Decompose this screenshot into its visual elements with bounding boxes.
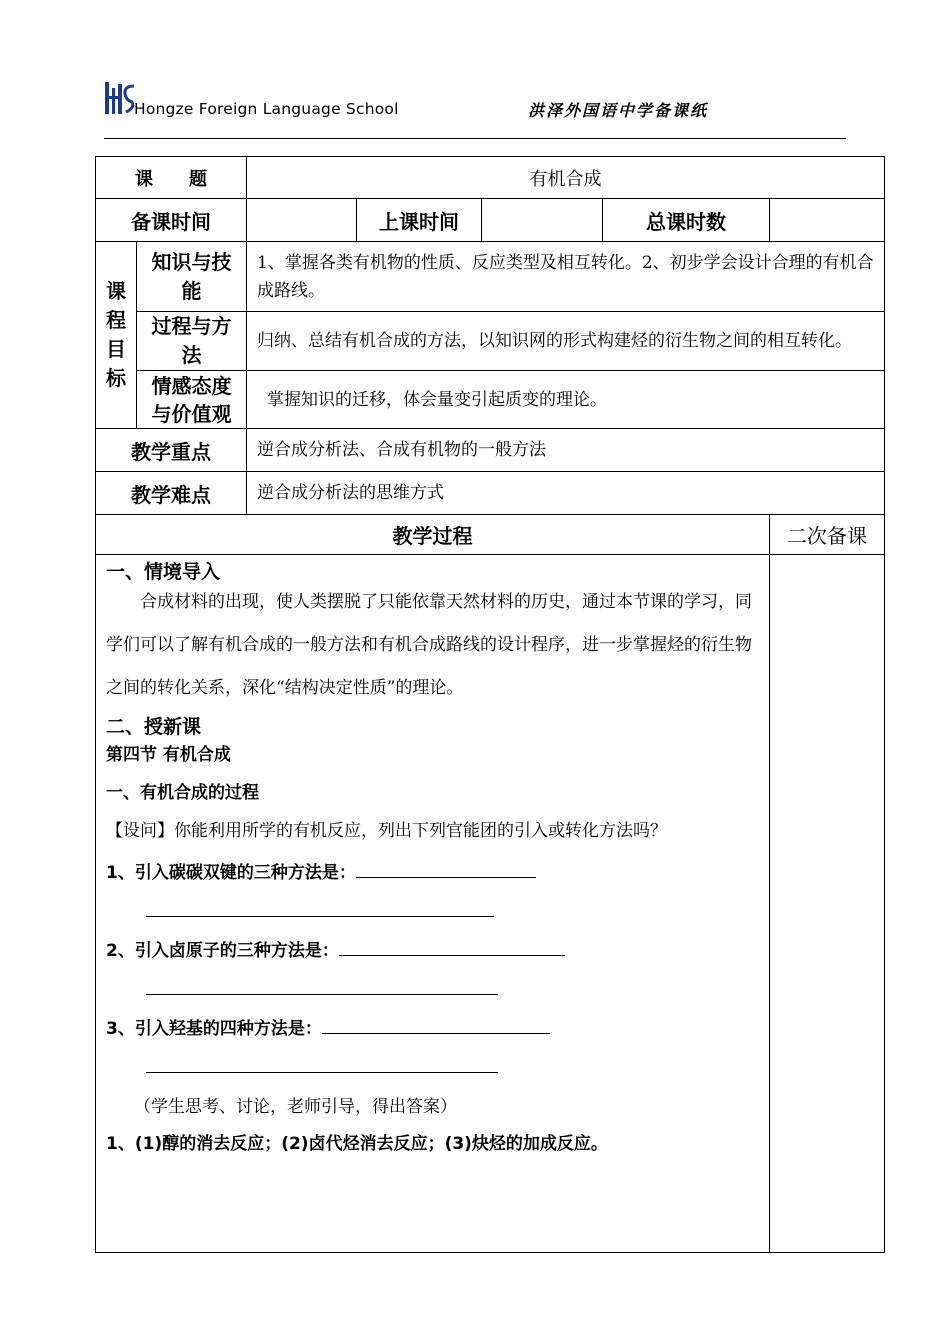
goal-process-text: 归纳、总结有机合成的方法，以知识网的形式构建烃的衍生物之间的相互转化。 — [247, 312, 885, 371]
question-1-line2 — [106, 893, 759, 931]
question-1-text: 1、引入碳碳双键的三种方法是： — [106, 863, 356, 883]
total-hours-value[interactable] — [770, 199, 885, 242]
school-name-english: Hongze Foreign Language School — [134, 100, 399, 118]
goal-knowledge-label: 知识与技能 — [137, 242, 247, 312]
key-points-label: 教学重点 — [96, 429, 247, 472]
school-logo-icon — [104, 80, 136, 116]
teaching-process-header: 教学过程 — [96, 515, 770, 555]
second-prep-content[interactable] — [770, 555, 885, 1253]
class-time-value[interactable] — [482, 199, 603, 242]
intro-paragraph: 合成材料的出现，使人类摆脱了只能依靠天然材料的历史，通过本节课的学习，同学们可以了解有机合成的一般方法和有机合成路线的设计程序，进一步掌握烃的衍生物之间的转化关系，深化“结构决定性质”的理论。 — [106, 592, 752, 698]
topic-label: 课 题 — [96, 157, 247, 199]
lesson-plan-table — [95, 156, 885, 1253]
answer-blank[interactable] — [356, 859, 536, 878]
subsection-title: 一、有机合成的过程 — [106, 783, 259, 803]
school-name-chinese: 洪泽外国语中学备课纸 — [528, 101, 709, 120]
header-divider — [104, 138, 846, 139]
question-3-text: 3、引入羟基的四种方法是： — [106, 1019, 322, 1039]
question-1 — [106, 853, 759, 893]
question-2 — [106, 931, 759, 971]
answer-blank[interactable] — [322, 1015, 550, 1034]
goal-knowledge-text: 1、掌握各类有机物的性质、反应类型及相互转化。2、初步学会设计合理的有机合成路线。 — [247, 242, 885, 312]
lesson-title: 第四节 有机合成 — [106, 745, 231, 765]
goal-attitude-text: 掌握知识的迁移，体会量变引起质变的理论。 — [247, 371, 885, 429]
key-points-text: 逆合成分析法、合成有机物的一般方法 — [247, 429, 885, 472]
total-hours-label: 总课时数 — [603, 199, 770, 242]
class-time-label: 上课时间 — [357, 199, 482, 242]
question-2-text: 2、引入卤原子的三种方法是： — [106, 941, 339, 961]
answer-blank[interactable] — [146, 898, 494, 917]
prep-time-value[interactable] — [247, 199, 357, 242]
goal-attitude-label: 情感态度与价值观 — [137, 371, 247, 429]
page-header — [104, 76, 846, 142]
answer-blank[interactable] — [339, 937, 565, 956]
question-3-line2 — [106, 1049, 759, 1087]
course-goals-text: 课程目标 — [106, 279, 126, 390]
question-3 — [106, 1009, 759, 1049]
course-goals-label — [96, 242, 137, 429]
question-paragraph: 【设问】你能利用所学的有机反应，列出下列官能团的引入或转化方法吗？ — [106, 821, 667, 841]
difficult-points-label: 教学难点 — [96, 472, 247, 515]
prep-time-label: 备课时间 — [96, 199, 247, 242]
topic-value: 有机合成 — [247, 157, 885, 199]
section-new-lesson-title: 二、授新课 — [106, 716, 202, 738]
answer-1: 1、(1)醇的消去反应；(2)卤代烃消去反应；(3)炔烃的加成反应。 — [106, 1134, 608, 1154]
answer-blank[interactable] — [146, 1054, 498, 1073]
discussion-note: （学生思考、讨论，老师引导，得出答案） — [134, 1097, 457, 1117]
question-2-line2 — [106, 971, 759, 1009]
answer-blank[interactable] — [146, 976, 498, 995]
section-intro-title: 一、情境导入 — [106, 561, 221, 583]
difficult-points-text: 逆合成分析法的思维方式 — [247, 472, 885, 515]
second-prep-header: 二次备课 — [770, 515, 885, 555]
teaching-process-content — [96, 555, 770, 1253]
goal-process-label: 过程与方法 — [137, 312, 247, 371]
